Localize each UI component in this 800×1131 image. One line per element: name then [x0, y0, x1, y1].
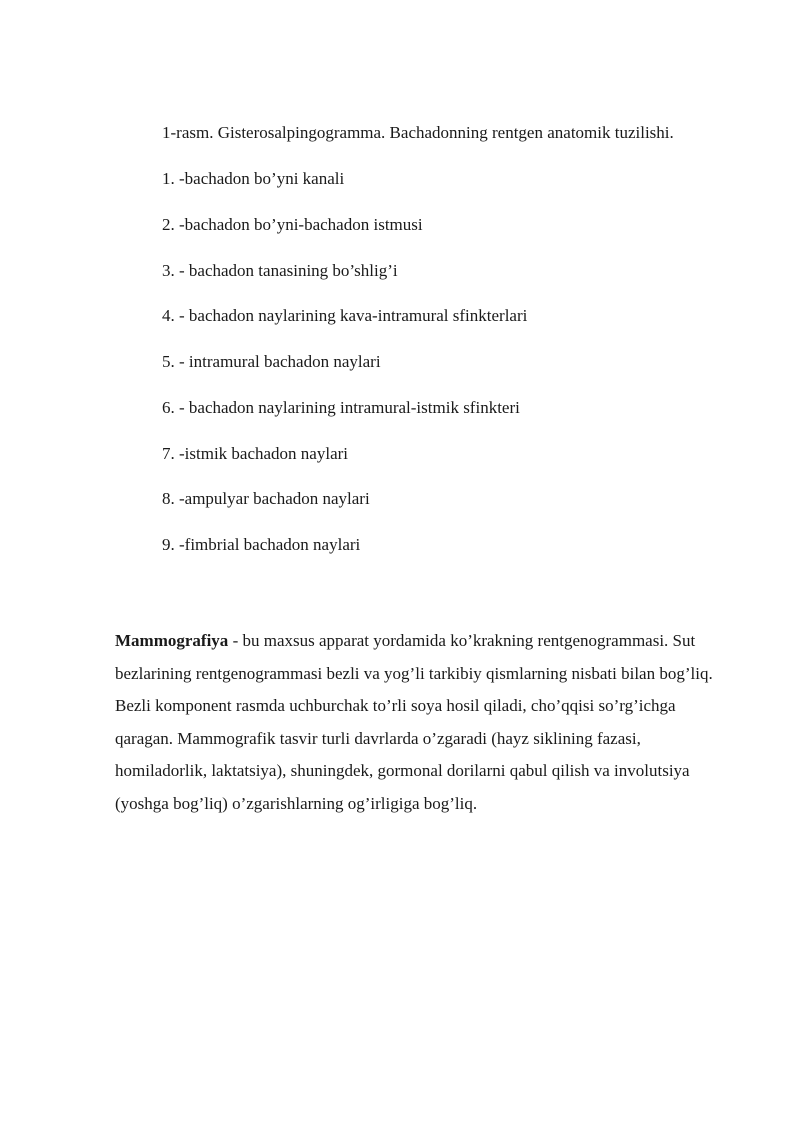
legend-item-8: 8. -ampulyar bachadon naylari	[162, 489, 370, 509]
mammography-paragraph	[115, 625, 735, 821]
legend-item-2: 2. -bachadon bo’yni-bachadon istmusi	[162, 214, 423, 234]
figure-legend-list	[162, 168, 527, 580]
legend-item-4: 4. - bachadon naylarining kava-intramural sfinkterlari	[162, 306, 528, 326]
figure-caption: 1-rasm. Gisterosalpingogramma. Bachadonning rentgen anatomik tuzilishi.	[162, 123, 674, 142]
legend-item-9: 9. -fimbrial bachadon naylari	[162, 535, 361, 554]
legend-item-3: 3. - bachadon tanasining bo’shlig’i	[162, 260, 398, 280]
legend-item-7: 7. -istmik bachadon naylari	[162, 443, 349, 463]
section-body-text: - bu maxsus apparat yordamida ko’krakning rentgenogrammasi. Sut bezlarining rentgenogrammasi bezli va yog’li tarkibiy qismlarning nisbati bilan bog’liq. Bezli komponent rasmda uchburchak to’rli soya hosil qiladi, cho’qqisi so’rg’ichga qaragan. Mammografik tasvir turli davrlarda o’zgaradi (hayz siklining fazasi, homiladorlik, laktatsiya), shuningdek, gormonal dorilarni qabul qilish va involutsiya (yoshga bog’liq) o’zgarishlarning og’irligiga bog’liq.	[115, 631, 713, 813]
section-term: Mammografiya	[115, 631, 229, 650]
legend-item-6: 6. - bachadon naylarining intramural-istmik sfinkteri	[162, 397, 520, 417]
legend-item-5: 5. - intramural bachadon naylari	[162, 352, 381, 371]
legend-item-1: 1. -bachadon bo’yni kanali	[162, 169, 345, 188]
